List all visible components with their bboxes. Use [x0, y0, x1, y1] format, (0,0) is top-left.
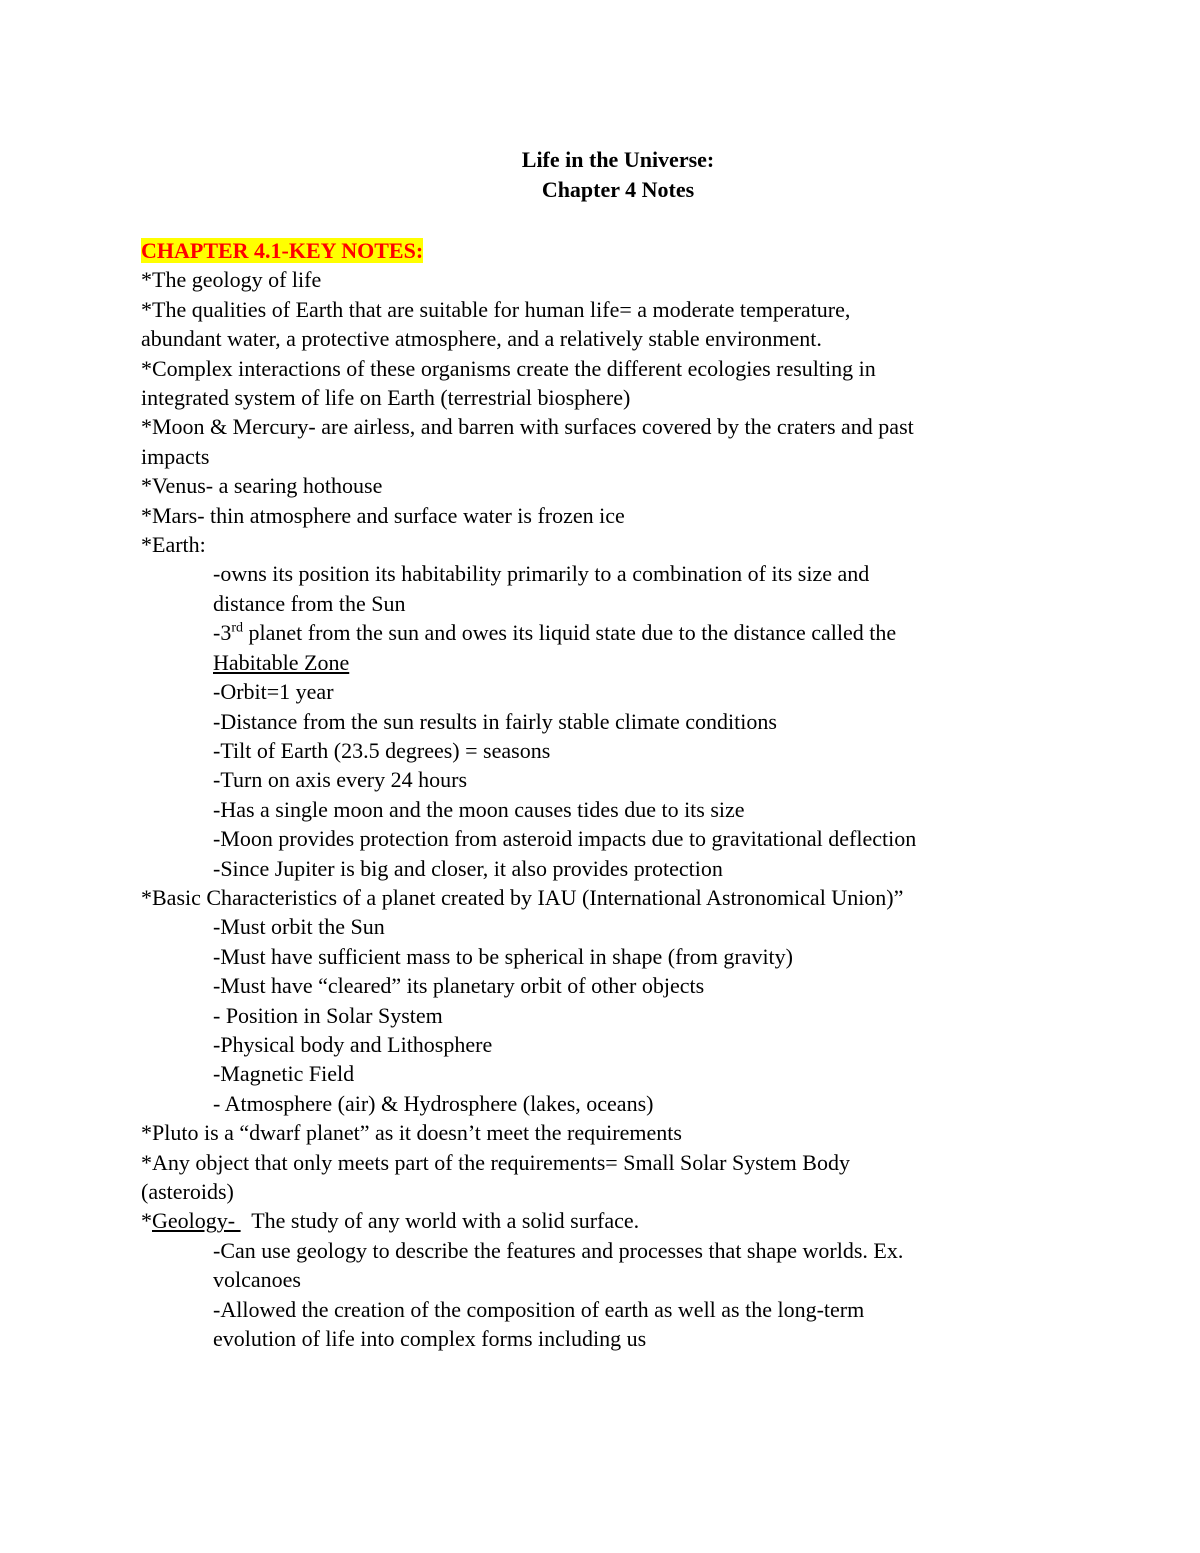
note-subline: evolution of life into complex forms including us — [213, 1326, 647, 1352]
note-line: *Venus- a searing hothouse — [141, 473, 383, 499]
section-heading-colon: : — [415, 238, 424, 263]
note-line: *Earth: — [141, 532, 206, 558]
section-heading — [141, 236, 1051, 265]
geology-term: Geology- — [152, 1208, 241, 1234]
ordinal-rest: planet from the sun and owes its liquid state due to the distance called the — [243, 620, 897, 646]
title-line-1: Life in the Universe: — [521, 147, 715, 172]
note-subline: -Must have “cleared” its planetary orbit of other objects — [213, 973, 705, 999]
note-subline: -Moon provides protection from asteroid impacts due to gravitational deflection — [213, 826, 917, 852]
note-line: *The qualities of Earth that are suitable for human life= a moderate temperature, — [141, 296, 851, 322]
note-line: *Pluto is a “dwarf planet” as it doesn’t meet the requirements — [141, 1120, 682, 1146]
note-subline: -owns its position its habitability primarily to a combination of its size and — [213, 561, 870, 587]
habitable-zone-term: Habitable Zone — [213, 649, 350, 675]
notes-body — [141, 236, 1051, 1353]
note-line: *Moon & Mercury- are airless, and barren with surfaces covered by the craters and past — [141, 414, 914, 440]
note-subline: -Physical body and Lithosphere — [213, 1031, 493, 1057]
document-title — [0, 145, 1200, 205]
bullet-star: * — [141, 1208, 152, 1234]
note-line: impacts — [141, 443, 210, 469]
note-subline — [141, 618, 1051, 647]
ordinal-number: -3 — [213, 620, 232, 646]
note-subline: -Has a single moon and the moon causes tides due to its size — [213, 796, 745, 822]
note-subline: -Allowed the creation of the composition of earth as well as the long-term — [213, 1296, 865, 1322]
note-subline: distance from the Sun — [213, 590, 406, 616]
note-subline: - Atmosphere (air) & Hydrosphere (lakes, oceans) — [213, 1090, 654, 1116]
note-line: *Complex interactions of these organisms create the different ecologies resulting in — [141, 355, 876, 381]
note-subline: -Distance from the sun results in fairly stable climate conditions — [213, 708, 777, 734]
note-subline: -Must have sufficient mass to be spherical in shape (from gravity) — [213, 943, 793, 969]
note-line: *Any object that only meets part of the requirements= Small Solar System Body — [141, 1149, 850, 1175]
note-line: integrated system of life on Earth (terrestrial biosphere) — [141, 385, 631, 411]
geology-definition: The study of any world with a solid surface. — [240, 1208, 640, 1234]
note-line: *Mars- thin atmosphere and surface water is frozen ice — [141, 502, 625, 528]
note-subline: volcanoes — [213, 1267, 301, 1293]
note-line: (asteroids) — [141, 1179, 234, 1204]
note-subline: -Orbit=1 year — [213, 679, 334, 705]
title-line-2: Chapter 4 Notes — [541, 177, 695, 202]
ordinal-suffix: rd — [231, 620, 243, 636]
note-subline: -Must orbit the Sun — [213, 914, 385, 940]
note-subline: -Magnetic Field — [213, 1061, 355, 1087]
note-subline: - Position in Solar System — [213, 1002, 443, 1028]
note-line: abundant water, a protective atmosphere, and a relatively stable environment. — [141, 326, 822, 352]
note-subline — [141, 648, 1051, 677]
note-subline: -Since Jupiter is big and closer, it also provides protection — [213, 855, 723, 881]
note-subline: -Turn on axis every 24 hours — [213, 767, 467, 793]
note-subline: -Tilt of Earth (23.5 degrees) = seasons — [213, 737, 551, 763]
note-line: *Basic Characteristics of a planet created by IAU (International Astronomical Union)” — [141, 884, 904, 910]
section-heading-text: CHAPTER 4.1-KEY NOTES — [141, 238, 416, 263]
note-subline: -Can use geology to describe the features and processes that shape worlds. Ex. — [213, 1237, 904, 1263]
note-line: *The geology of life — [141, 267, 322, 293]
note-line — [141, 1206, 1051, 1235]
